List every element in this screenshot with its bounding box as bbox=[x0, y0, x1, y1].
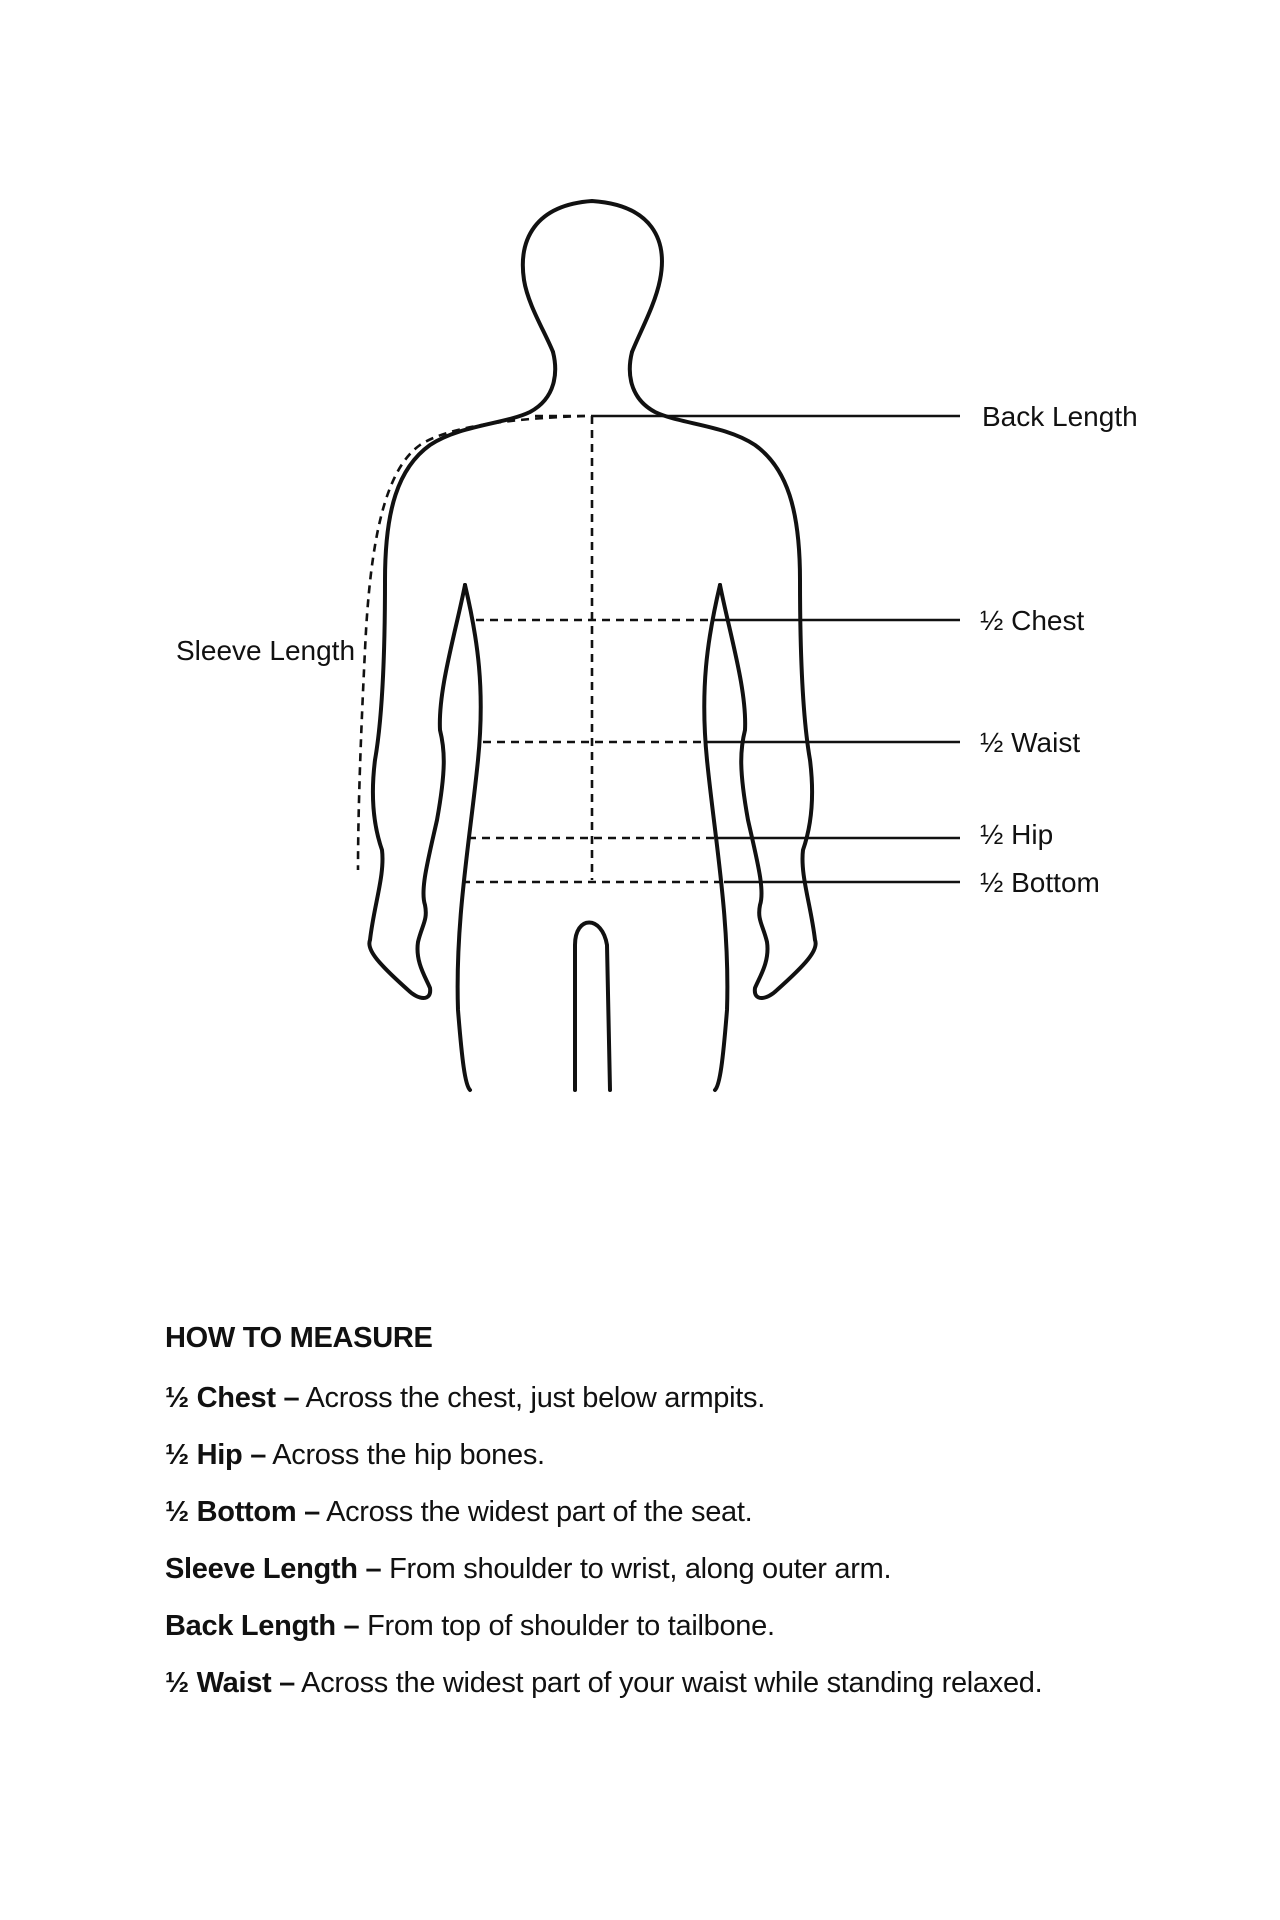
measurement-lines bbox=[358, 416, 960, 882]
crotch-outline bbox=[575, 923, 610, 1091]
label-back-length: Back Length bbox=[982, 401, 1138, 432]
label-bottom: ½ Bottom bbox=[980, 867, 1100, 898]
section-title: HOW TO MEASURE bbox=[165, 1322, 433, 1354]
instruction-term: Sleeve Length – bbox=[165, 1553, 382, 1585]
instruction-term: ½ Hip – bbox=[165, 1439, 267, 1471]
label-chest: ½ Chest bbox=[980, 605, 1085, 636]
instruction-hip bbox=[165, 1435, 1225, 1475]
instruction-waist bbox=[165, 1663, 1225, 1703]
instruction-description: From top of shoulder to tailbone. bbox=[359, 1610, 775, 1642]
instruction-chest bbox=[165, 1378, 1225, 1418]
instruction-bottom bbox=[165, 1492, 1225, 1532]
how-to-measure-section bbox=[165, 1318, 1225, 1720]
head-outline bbox=[523, 201, 662, 352]
instruction-description: Across the chest, just below armpits. bbox=[299, 1382, 765, 1414]
instruction-list bbox=[165, 1378, 1225, 1703]
instruction-description: From shoulder to wrist, along outer arm. bbox=[381, 1553, 892, 1585]
instruction-term: Back Length – bbox=[165, 1610, 360, 1642]
instruction-term: ½ Waist – bbox=[165, 1667, 295, 1699]
label-sleeve-length: Sleeve Length bbox=[176, 635, 356, 666]
instruction-back-length bbox=[165, 1606, 1225, 1646]
instruction-description: Across the widest part of your waist while standing relaxed. bbox=[295, 1667, 1043, 1699]
instruction-term: ½ Chest – bbox=[165, 1382, 300, 1414]
instruction-description: Across the hip bones. bbox=[266, 1439, 545, 1471]
instruction-sleeve-length bbox=[165, 1549, 1225, 1589]
instruction-description: Across the widest part of the seat. bbox=[319, 1496, 753, 1528]
diagram-labels bbox=[176, 401, 1138, 898]
label-hip: ½ Hip bbox=[980, 819, 1054, 850]
label-waist: ½ Waist bbox=[980, 727, 1081, 758]
instruction-term: ½ Bottom – bbox=[165, 1496, 320, 1528]
